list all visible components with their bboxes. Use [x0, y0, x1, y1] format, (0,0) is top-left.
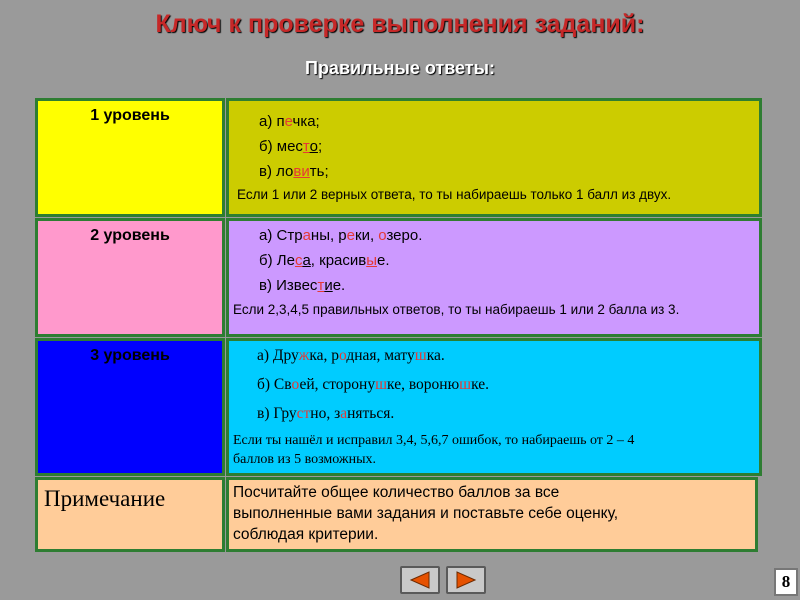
- level-3-answer-a: [257, 347, 445, 365]
- next-slide-button[interactable]: [446, 566, 486, 594]
- answer-text: няться.: [347, 405, 395, 422]
- answer-text: ей, сторону: [299, 376, 376, 393]
- answer-text: зеро.: [386, 227, 423, 244]
- level-3-answer-b: [257, 376, 489, 394]
- level-1-note: Если 1 или 2 верных ответа, то ты набираешь только 1 балл из двух.: [237, 187, 672, 202]
- answer-highlight: а: [302, 227, 311, 244]
- level-1-label-box: [35, 98, 225, 217]
- answer-highlight: о: [339, 347, 347, 364]
- answer-text: в) ло: [259, 163, 294, 180]
- page-number: 8: [774, 568, 798, 596]
- answer-text: б) мес: [259, 138, 303, 155]
- answer-text: о: [309, 138, 318, 155]
- answer-highlight: о: [291, 376, 300, 393]
- level-3-answers-box: [226, 338, 762, 476]
- answer-text: и: [324, 277, 333, 294]
- answer-text: ка.: [426, 347, 445, 364]
- answer-text: а) Стр: [259, 227, 303, 244]
- answer-text: е.: [377, 252, 390, 269]
- answer-text: дная, мату: [346, 347, 415, 364]
- level-1-answer-b: [259, 138, 322, 155]
- answer-highlight: ст: [296, 405, 311, 422]
- triangle-right-icon: [453, 571, 479, 589]
- answer-text: ка, р: [309, 347, 339, 364]
- level-3-note-line-2: баллов из 5 возможных.: [233, 452, 376, 467]
- answer-highlight: а: [340, 405, 348, 422]
- answer-highlight: ш: [414, 347, 427, 364]
- note-text-line-2: выполненные вами задания и поставьте себе оценку,: [233, 505, 619, 522]
- note-label-box: [35, 477, 225, 552]
- level-3-answer-c: [257, 405, 394, 423]
- page-subtitle: Правильные ответы:: [305, 58, 495, 78]
- answer-text: б) Св: [257, 376, 292, 393]
- answer-text: ны, р: [310, 227, 347, 244]
- answer-text: а) Дру: [257, 347, 299, 364]
- answer-highlight: ш: [459, 376, 472, 393]
- answer-highlight: ш: [375, 376, 388, 393]
- answer-highlight: т: [317, 277, 325, 294]
- answer-text: б) Ле: [259, 252, 295, 269]
- level-1-label: 1 уровень: [90, 107, 170, 124]
- note-text-box: [226, 477, 758, 552]
- answer-text: в) Извес: [259, 277, 318, 294]
- answer-highlight: е: [284, 113, 293, 130]
- level-1-answer-a: [259, 113, 320, 130]
- answer-text: а: [302, 252, 311, 269]
- answer-text: ке, вороню: [387, 376, 460, 393]
- level-2-answers-box: [226, 218, 762, 337]
- answer-text: ть;: [309, 163, 329, 180]
- level-1-answer-c: [259, 163, 329, 180]
- note-text-line-3: соблюдая критерии.: [233, 526, 379, 543]
- answer-text: в) Гру: [257, 405, 297, 422]
- level-3-note-line-1: Если ты нашёл и исправил 3,4, 5,6,7 ошибок, то набираешь от 2 – 4: [233, 433, 635, 448]
- answer-highlight: е: [346, 227, 355, 244]
- answer-text: чка;: [292, 113, 320, 130]
- answer-highlight: ы: [366, 252, 378, 269]
- note-text-line-1: Посчитайте общее количество баллов за все: [233, 484, 560, 501]
- prev-slide-button[interactable]: [400, 566, 440, 594]
- level-2-answer-c: [259, 277, 345, 294]
- answer-highlight: ви: [293, 163, 310, 180]
- answer-text: е.: [332, 277, 346, 294]
- triangle-left-icon: [407, 571, 433, 589]
- answer-text: но, з: [310, 405, 341, 422]
- answer-text: а) п: [259, 113, 285, 130]
- page-title: Ключ к проверке выполнения заданий:: [155, 10, 645, 38]
- note-label: Примечание: [44, 486, 166, 511]
- answer-text: , красив: [310, 252, 367, 269]
- level-2-note: Если 2,3,4,5 правильных ответов, то ты набираешь 1 или 2 балла из 3.: [233, 302, 680, 317]
- answer-text: ки,: [355, 227, 379, 244]
- answer-highlight: т: [302, 138, 310, 155]
- level-1-answers-box: [226, 98, 762, 217]
- answer-text: ке.: [471, 376, 490, 393]
- level-2-label-box: [35, 218, 225, 337]
- answer-highlight: ж: [298, 347, 310, 364]
- level-2-answer-a: [259, 227, 422, 244]
- level-2-label: 2 уровень: [90, 227, 170, 244]
- level-3-label: 3 уровень: [90, 347, 170, 364]
- level-3-label-box: [35, 338, 225, 476]
- answer-highlight: с: [294, 252, 303, 269]
- level-2-answer-b: [259, 252, 390, 269]
- answer-highlight: о: [378, 227, 387, 244]
- answer-text: ;: [317, 138, 323, 155]
